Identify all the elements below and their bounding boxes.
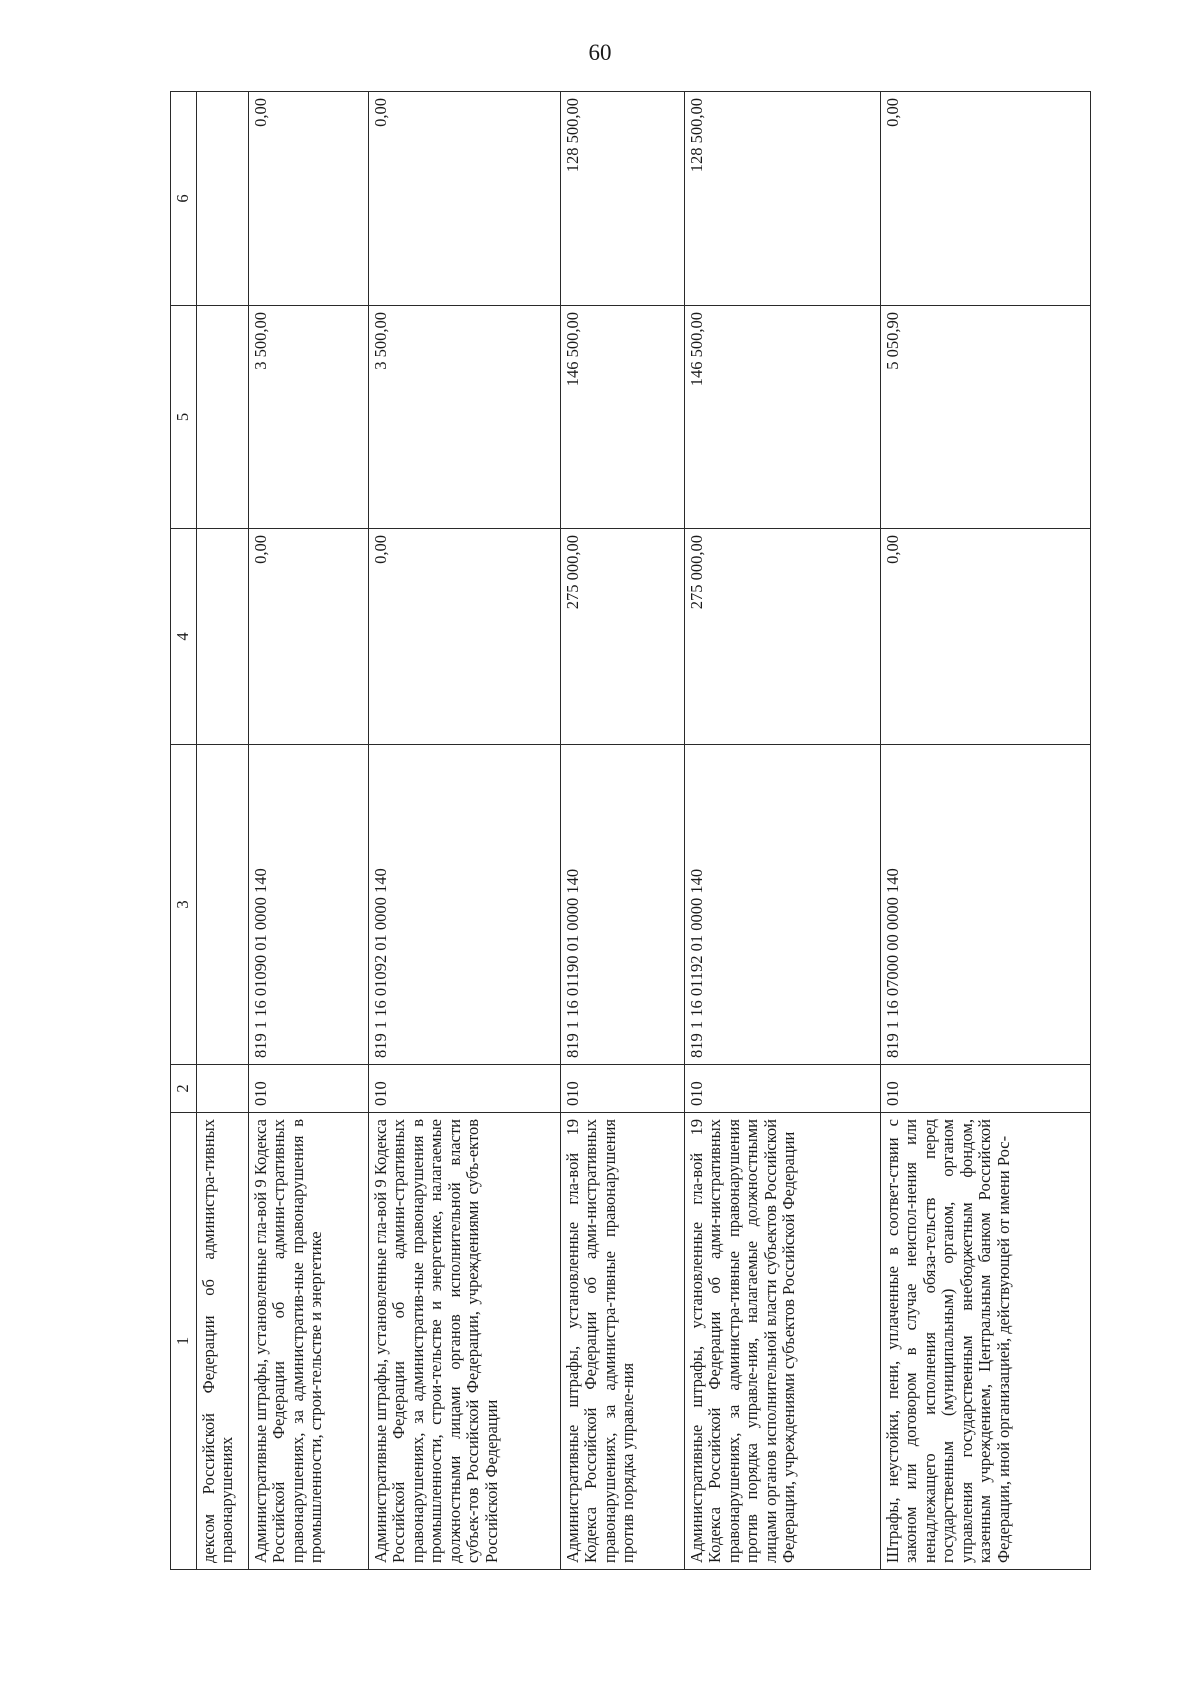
code-cell: 010 [881, 1065, 1091, 1113]
description-cell: Административные штрафы, установленные гла-вой 19 Кодекса Российской Федерации об адми-нистративных правонарушениях, за администра-тивные правонарушения против порядка управле-ния [561, 1113, 685, 1570]
description-cell: Административные штрафы, установленные гла-вой 9 Кодекса Российской Федерации об админи-стративных правонарушениях, за административ-ные правонарушения в промышленности, строи-тельстве и энергетике [249, 1113, 369, 1570]
value-cell: 5 050,90 [881, 306, 1091, 529]
column-number: 1 [171, 1113, 197, 1570]
code-cell [197, 1065, 249, 1113]
value-cell [197, 306, 249, 529]
code-cell: 010 [561, 1065, 685, 1113]
value-cell: 146 500,00 [561, 306, 685, 529]
table-row [197, 92, 249, 1570]
column-number: 5 [171, 306, 197, 529]
value-cell [197, 529, 249, 745]
value-cell: 0,00 [249, 529, 369, 745]
value-cell: 0,00 [249, 92, 369, 306]
value-cell: 0,00 [369, 529, 561, 745]
column-number: 4 [171, 529, 197, 745]
table-row [881, 92, 1091, 1570]
description-cell: дексом Российской Федерации об администра-тивных правонарушениях [197, 1113, 249, 1570]
column-numbers-row [171, 92, 197, 1570]
kbk-cell: 819 1 16 01090 01 0000 140 [249, 745, 369, 1065]
table-row [561, 92, 685, 1570]
code-cell: 010 [369, 1065, 561, 1113]
description-cell: Административные штрафы, установленные гла-вой 9 Кодекса Российской Федерации об админи-стративных правонарушениях, за административ-ные правонарушения в промышленности, строи-тельстве и энергетике, налагаемые должностными лицами органов исполнительной власти субъек-тов Российской Федерации, учреждениями субъ-ектов Российской Федерации [369, 1113, 561, 1570]
value-cell: 3 500,00 [249, 306, 369, 529]
table-wrapper [170, 92, 1090, 1570]
code-cell: 010 [249, 1065, 369, 1113]
page-number: 60 [588, 40, 612, 65]
kbk-cell [197, 745, 249, 1065]
value-cell: 275 000,00 [561, 529, 685, 745]
column-number: 3 [171, 745, 197, 1065]
description-cell: Административные штрафы, установленные гла-вой 19 Кодекса Российской Федерации об адми-нистративных правонарушениях, за администра-тивные правонарушения против порядка управле-ния, налагаемые должностными лицами органов исполнительной власти субъектов Российской Федерации, учреждениями субъектов Российской Федерации [685, 1113, 881, 1570]
revenue-table [170, 91, 1091, 1570]
value-cell: 275 000,00 [685, 529, 881, 745]
description-cell: Штрафы, неустойки, пени, уплаченные в соответ-ствии с законом или договором в случае неиспол-нения или ненадлежащего исполнения обяза-тельств перед государственным (муниципальным) органом, органом управления государственным внебюджетным фондом, казенным учреждением, Центральным банком Российской Федерации, иной организацией, действующей от имени Рос- [881, 1113, 1091, 1570]
value-cell: 128 500,00 [685, 92, 881, 306]
value-cell: 0,00 [881, 529, 1091, 745]
column-number: 6 [171, 92, 197, 306]
table-row [369, 92, 561, 1570]
rotated-table-container [170, 92, 1090, 1570]
kbk-cell: 819 1 16 01092 01 0000 140 [369, 745, 561, 1065]
value-cell: 146 500,00 [685, 306, 881, 529]
value-cell: 3 500,00 [369, 306, 561, 529]
kbk-cell: 819 1 16 01190 01 0000 140 [561, 745, 685, 1065]
value-cell: 0,00 [369, 92, 561, 306]
value-cell: 128 500,00 [561, 92, 685, 306]
kbk-cell: 819 1 16 01192 01 0000 140 [685, 745, 881, 1065]
column-number: 2 [171, 1065, 197, 1113]
value-cell [197, 92, 249, 306]
code-cell: 010 [685, 1065, 881, 1113]
table-row [249, 92, 369, 1570]
table-row [685, 92, 881, 1570]
kbk-cell: 819 1 16 07000 00 0000 140 [881, 745, 1091, 1065]
value-cell: 0,00 [881, 92, 1091, 306]
